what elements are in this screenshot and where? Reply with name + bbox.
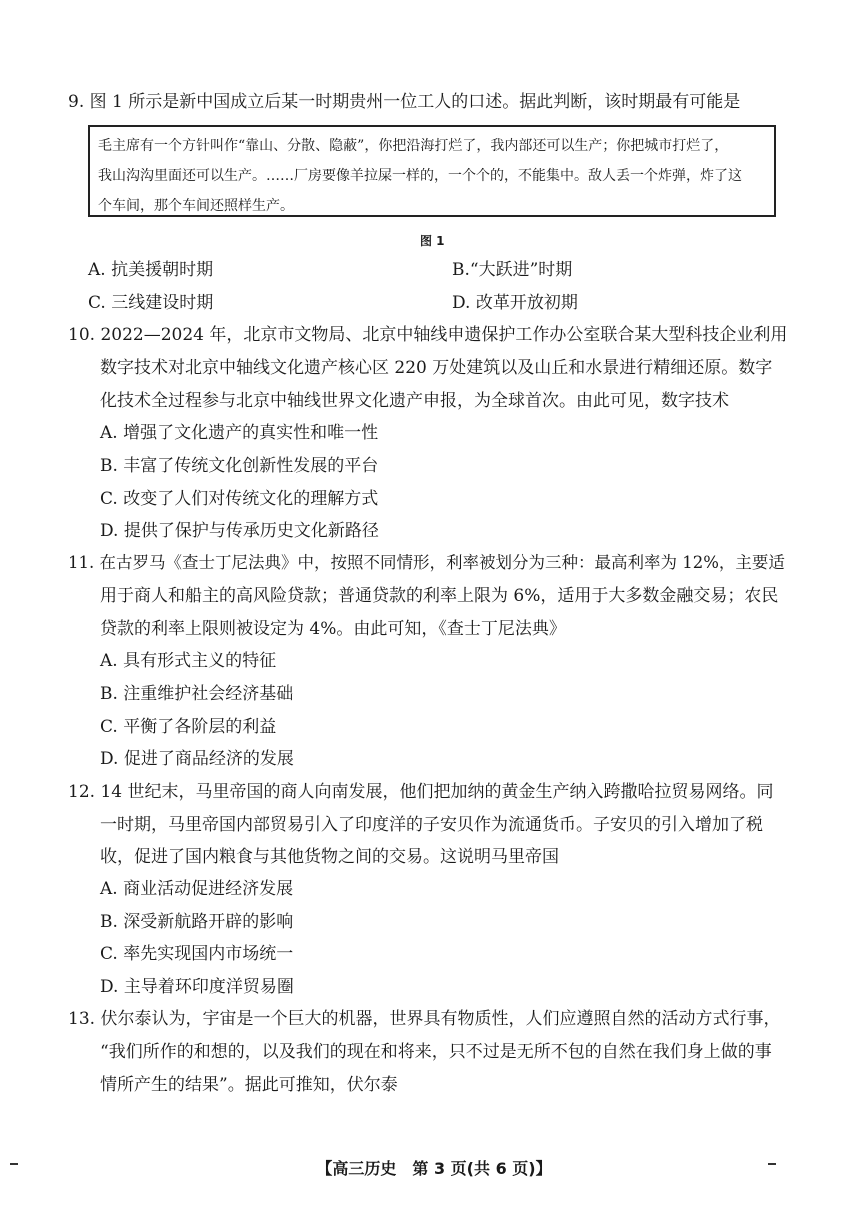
option-b: B. 丰富了传统文化创新性发展的平台 [100, 456, 379, 476]
question-10-stem: 10. 2022—2024 年，北京市文物局、北京中轴线申遗保护工作办公室联合某大型科技企业利用 [68, 325, 788, 345]
question-12-stem: 12. 14 世纪末，马里帝国的商人向南发展，他们把加纳的黄金生产纳入跨撒哈拉贸易网络。同 [68, 782, 774, 802]
question-12-stem-cont: 一时期，马里帝国内部贸易引入了印度洋的子安贝作为流通货币。子安贝的引入增加了税 [100, 815, 763, 835]
option-b: B. 注重维护社会经济基础 [100, 684, 294, 704]
right-margin-mark [768, 1163, 776, 1165]
question-10-stem-cont: 化技术全过程参与北京中轴线世界文化遗产申报，为全球首次。由此可见，数字技术 [100, 391, 729, 411]
option-a: A. 具有形式主义的特征 [100, 651, 277, 671]
quote-line: 毛主席有一个方针叫作“靠山、分散、隐蔽”，你把沿海打烂了，我内部还可以生产；你把城市打烂了， [98, 138, 729, 154]
question-10-stem-cont: 数字技术对北京中轴线文化遗产核心区 220 万处建筑以及山丘和水景进行精细还原。数字 [100, 358, 773, 378]
option-d: D. 改革开放初期 [452, 293, 578, 313]
option-a: A. 增强了文化遗产的真实性和唯一性 [100, 423, 379, 443]
question-13-stem-cont: “我们所作的和想的，以及我们的现在和将来，只不过是无所不包的自然在我们身上做的事 [100, 1042, 772, 1062]
option-c: C. 率先实现国内市场统一 [100, 944, 294, 964]
option-c: C. 三线建设时期 [88, 293, 214, 313]
question-11-stem-cont: 用于商人和船主的高风险贷款；普通贷款的利率上限为 6%，适用于大多数金融交易；农民 [100, 586, 779, 606]
quote-line: 个车间，那个车间还照样生产。 [98, 198, 294, 214]
option-b: B. 深受新航路开辟的影响 [100, 912, 294, 932]
option-d: D. 提供了保护与传承历史文化新路径 [100, 521, 379, 541]
question-9-stem: 9. 图 1 所示是新中国成立后某一时期贵州一位工人的口述。据此判断，该时期最有可能是 [68, 92, 741, 112]
question-11-stem: 11. 在古罗马《查士丁尼法典》中，按照不同情形，利率被划分为三种：最高利率为 12%，主要适 [68, 553, 785, 572]
question-9-quote-box [88, 125, 776, 217]
question-13-stem: 13. 伏尔泰认为，宇宙是一个巨大的机器，世界具有物质性，人们应遵照自然的活动方式行事， [68, 1009, 781, 1029]
quote-line: 我山沟沟里面还可以生产。……厂房要像羊拉屎一样的，一个个的，不能集中。敌人丢一个炸弹，炸了这 [98, 168, 742, 184]
option-d: D. 主导着环印度洋贸易圈 [100, 977, 294, 997]
option-d: D. 促进了商品经济的发展 [100, 749, 294, 769]
question-13-stem-cont: 情所产生的结果”。据此可推知，伏尔泰 [100, 1075, 398, 1095]
option-a: A. 抗美援朝时期 [88, 260, 214, 280]
option-b: B.“大跃进”时期 [452, 260, 573, 280]
question-12-stem-cont: 收，促进了国内粮食与其他货物之间的交易。这说明马里帝国 [100, 847, 559, 867]
figure-label: 图 1 [420, 234, 445, 248]
page-footer: 【高三历史 第 3 页(共 6 页)】 [316, 1159, 552, 1178]
option-a: A. 商业活动促进经济发展 [100, 879, 294, 899]
option-c: C. 平衡了各阶层的利益 [100, 717, 277, 737]
question-11-stem-cont: 贷款的利率上限则被设定为 4%。由此可知，《查士丁尼法典》 [100, 619, 566, 639]
option-c: C. 改变了人们对传统文化的理解方式 [100, 489, 379, 509]
